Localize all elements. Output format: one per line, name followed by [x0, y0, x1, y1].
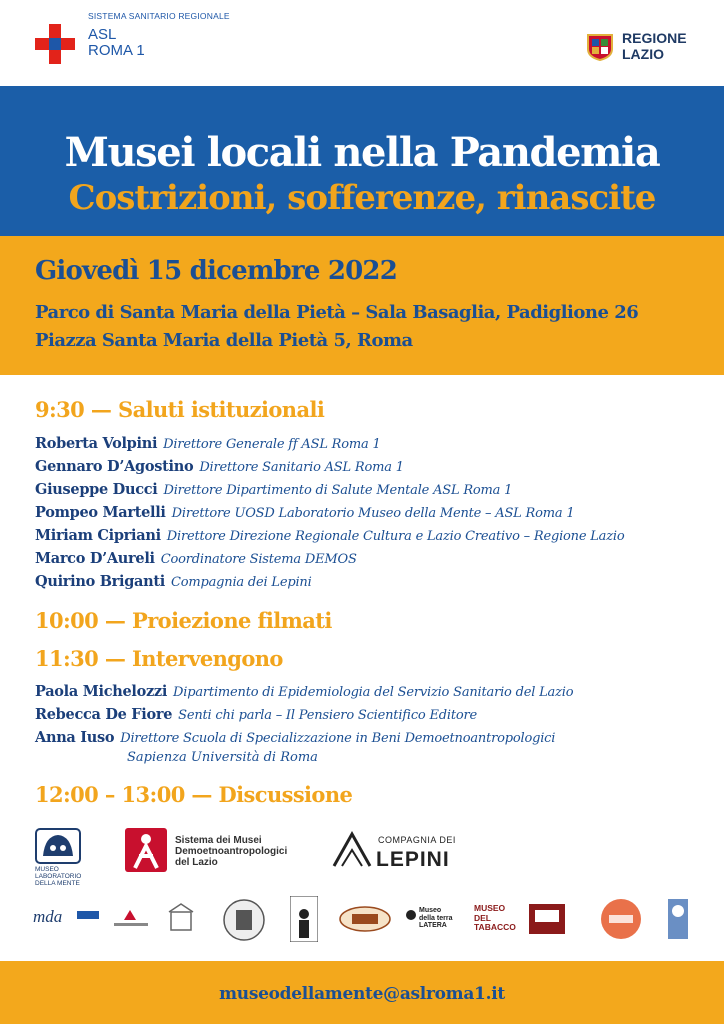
asl-name: ASL ROMA 1 [88, 26, 145, 59]
asl-system-label: SISTEMA SANITARIO REGIONALE [88, 11, 230, 21]
page-title: Musei locali nella Pandemia [64, 129, 660, 176]
svg-text:mda: mda [33, 907, 63, 926]
speaker-role-continued: Sapienza Università di Roma [127, 750, 318, 765]
regione-lazio-name: REGIONE LAZIO [622, 30, 687, 62]
section-saluti: 9:30 — Saluti istituzionali [35, 397, 325, 422]
sponsor-logo-icon [221, 898, 267, 942]
speaker-role: Direttore UOSD Laboratorio Museo della Mente – ASL Roma 1 [171, 506, 575, 521]
speaker-role: Direttore Sanitario ASL Roma 1 [199, 460, 404, 475]
speaker-role: Compagnia dei Lepini [170, 575, 312, 590]
sponsor-logo-icon [290, 896, 318, 942]
section-discussione: 12:00 – 13:00 — Discussione [35, 782, 353, 807]
sponsor-logo-icon [163, 900, 199, 938]
event-address: Piazza Santa Maria della Pietà 5, Roma [35, 330, 413, 351]
sponsor-logo-icon [527, 902, 567, 936]
sponsor-logo-icon [600, 898, 642, 940]
terra-icon [405, 908, 417, 922]
speaker-name: Gennaro D’Agostino [35, 458, 194, 475]
page-subtitle: Costrizioni, sofferenze, rinascite [68, 178, 656, 218]
section-intervengono: 11:30 — Intervengono [35, 646, 283, 671]
speaker-row [35, 729, 555, 748]
event-venue: Parco di Santa Maria della Pietà – Sala Basaglia, Padiglione 26 [35, 302, 639, 323]
speaker-row [35, 683, 573, 702]
speaker-name: Pompeo Martelli [35, 504, 166, 521]
sponsor-logo-icon [112, 908, 150, 930]
speaker-name: Rebecca De Fiore [35, 706, 173, 723]
contact-email-link[interactable]: museodellamente@aslroma1.it [219, 984, 505, 1004]
demos-label: Sistema dei Musei Demoetnoantropologici del Lazio [175, 835, 288, 868]
speaker-row [35, 706, 477, 725]
lepini-big-label: LEPINI [376, 848, 450, 871]
speaker-name: Paola Michelozzi [35, 683, 168, 700]
speaker-row [35, 550, 357, 569]
terra-label: Museo della terra LATERA [419, 907, 453, 929]
speaker-role: Direttore Generale ff ASL Roma 1 [163, 437, 381, 452]
speaker-row [35, 458, 404, 477]
speaker-row [35, 504, 574, 523]
speaker-name: Marco D’Aureli [35, 550, 155, 567]
regione-lazio-emblem-icon [586, 31, 614, 61]
mda-logo-icon [33, 905, 103, 929]
lepini-logo-icon [330, 830, 374, 870]
speaker-role: Direttore Direzione Regionale Cultura e Lazio Creativo – Regione Lazio [166, 529, 625, 544]
demos-logo-icon [125, 828, 167, 872]
event-date: Giovedì 15 dicembre 2022 [35, 256, 397, 286]
speaker-row [35, 527, 624, 546]
speaker-row [35, 573, 312, 592]
speaker-name: Roberta Volpini [35, 435, 158, 452]
speaker-name: Giuseppe Ducci [35, 481, 158, 498]
tabacco-label: MUSEO DEL TABACCO [474, 903, 516, 932]
sponsor-logo-icon [665, 897, 691, 943]
speaker-name: Quirino Briganti [35, 573, 165, 590]
lepini-small-label: COMPAGNIA DEI [378, 835, 456, 845]
speaker-role: Dipartimento di Epidemiologia del Servizio Sanitario del Lazio [173, 685, 574, 700]
speaker-role: Senti chi parla – Il Pensiero Scientifico Editore [178, 708, 478, 723]
section-proiezione: 10:00 — Proiezione filmati [35, 608, 332, 633]
speaker-name: Anna Iuso [35, 729, 115, 746]
museo-mente-logo-icon [35, 828, 81, 864]
speaker-role: Direttore Scuola di Specializzazione in Beni Demoetnoantropologici [120, 731, 556, 746]
speaker-role: Coordinatore Sistema DEMOS [160, 552, 357, 567]
asl-logo-icon [35, 24, 75, 64]
speaker-row [35, 481, 512, 500]
sponsor-logo-icon [338, 904, 392, 934]
speaker-row [35, 435, 381, 454]
speaker-name: Miriam Cipriani [35, 527, 161, 544]
speaker-role: Direttore Dipartimento di Salute Mentale ASL Roma 1 [163, 483, 513, 498]
museo-mente-label: MUSEO LABORATORIO DELLA MENTE [35, 866, 82, 887]
